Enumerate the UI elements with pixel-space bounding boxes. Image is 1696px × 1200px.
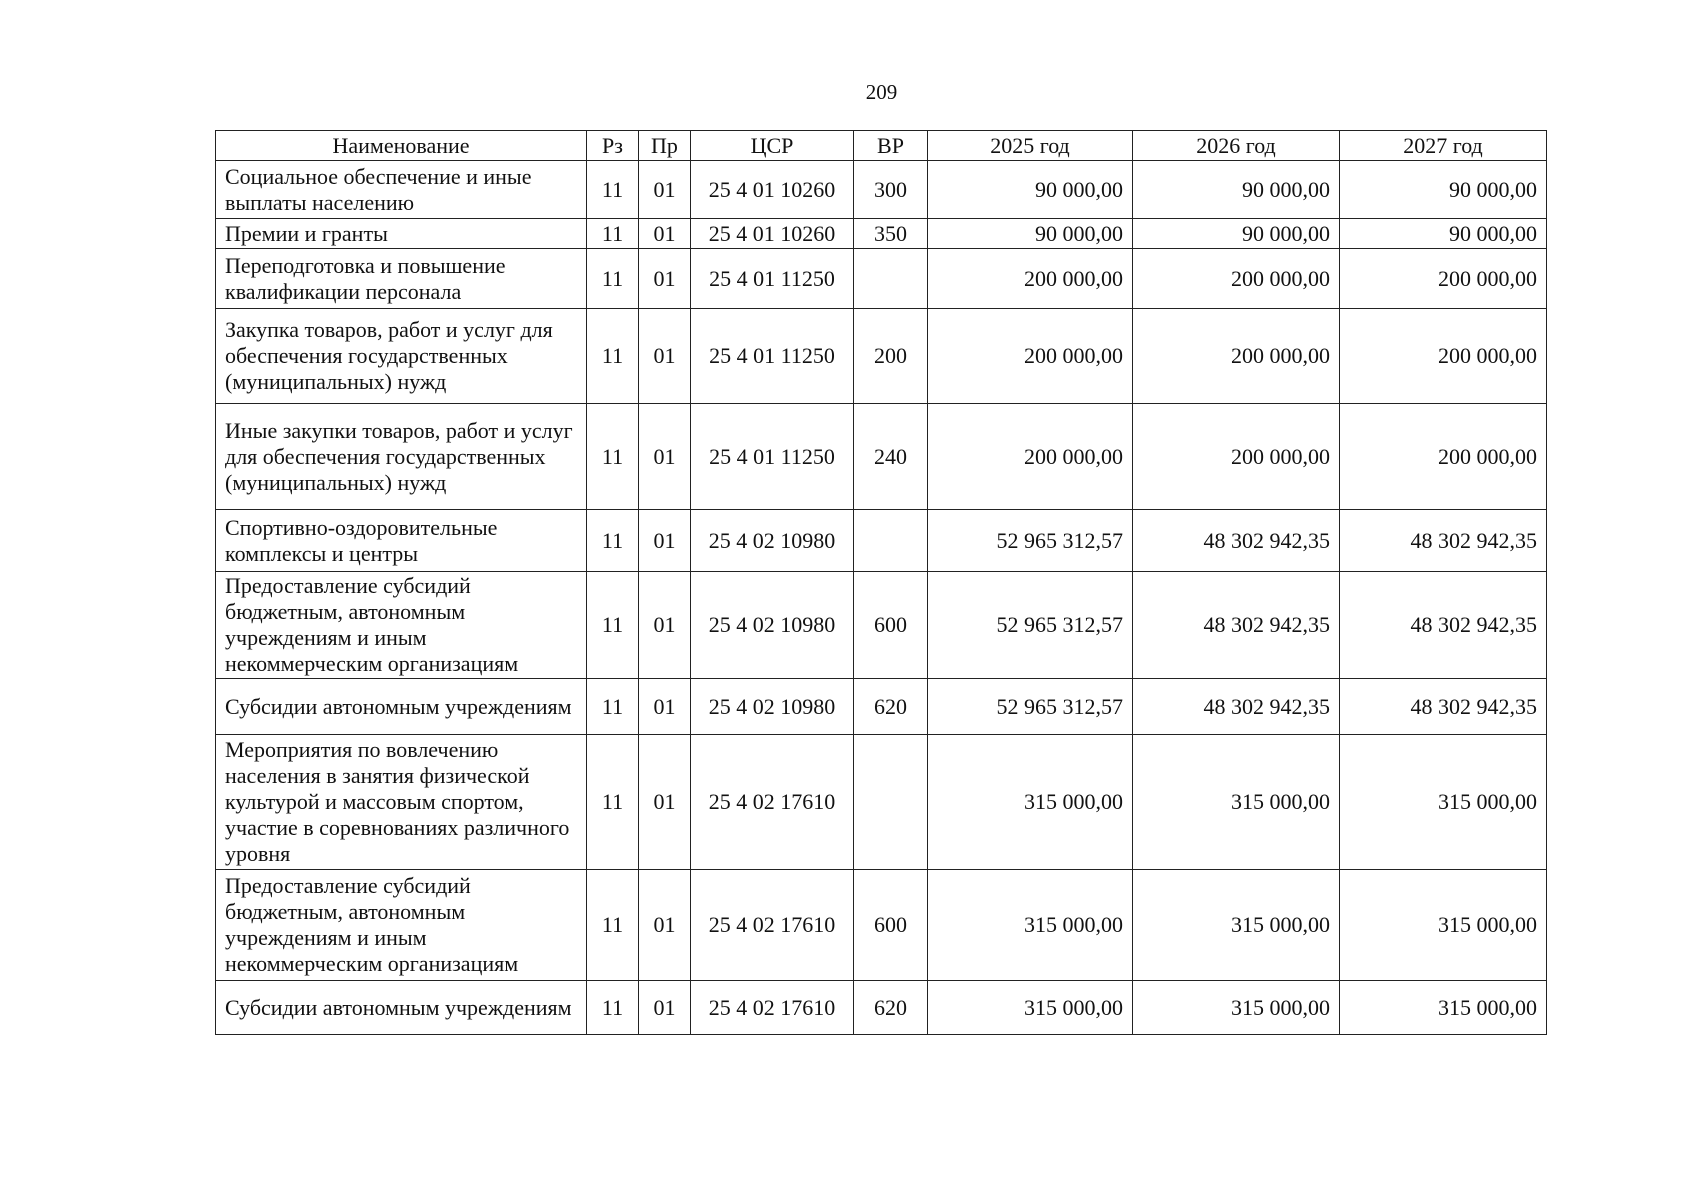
row-rz: 11 — [587, 249, 639, 309]
row-csr: 25 4 01 11250 — [691, 404, 854, 510]
row-2025: 200 000,00 — [928, 309, 1133, 404]
table-row — [216, 309, 1547, 404]
row-2027: 90 000,00 — [1340, 161, 1547, 219]
header-csr: ЦСР — [691, 131, 854, 161]
row-pr: 01 — [639, 572, 691, 679]
row-2026: 48 302 942,35 — [1133, 510, 1340, 572]
header-vr: ВР — [854, 131, 928, 161]
table-row — [216, 219, 1547, 249]
row-name: Переподготовка и повышение квалификации персонала — [216, 249, 587, 309]
row-csr: 25 4 01 11250 — [691, 249, 854, 309]
row-2027: 200 000,00 — [1340, 309, 1547, 404]
table-row — [216, 249, 1547, 309]
row-vr: 240 — [854, 404, 928, 510]
row-2027: 315 000,00 — [1340, 981, 1547, 1035]
row-vr: 620 — [854, 981, 928, 1035]
row-vr: 600 — [854, 572, 928, 679]
row-2025: 315 000,00 — [928, 735, 1133, 870]
table-row — [216, 870, 1547, 981]
row-2026: 90 000,00 — [1133, 161, 1340, 219]
row-name: Предоставление субсидий бюджетным, автономным учреждениям и иным некоммерческим организациям — [216, 870, 587, 981]
table-body — [216, 161, 1547, 1035]
row-rz: 11 — [587, 572, 639, 679]
row-name: Социальное обеспечение и иные выплаты населению — [216, 161, 587, 219]
row-2025: 200 000,00 — [928, 404, 1133, 510]
row-2026: 315 000,00 — [1133, 735, 1340, 870]
row-csr: 25 4 02 17610 — [691, 981, 854, 1035]
table-header — [216, 131, 1547, 161]
header-pr: Пр — [639, 131, 691, 161]
table-row — [216, 981, 1547, 1035]
row-csr: 25 4 01 10260 — [691, 219, 854, 249]
row-csr: 25 4 02 10980 — [691, 572, 854, 679]
row-2026: 200 000,00 — [1133, 249, 1340, 309]
row-rz: 11 — [587, 309, 639, 404]
row-name: Премии и гранты — [216, 219, 587, 249]
page-number: 209 — [865, 80, 898, 104]
row-2027: 48 302 942,35 — [1340, 572, 1547, 679]
table-row — [216, 735, 1547, 870]
row-name: Спортивно-оздоровительные комплексы и центры — [216, 510, 587, 572]
row-2025: 315 000,00 — [928, 981, 1133, 1035]
row-pr: 01 — [639, 735, 691, 870]
table-row — [216, 572, 1547, 679]
header-2025: 2025 год — [928, 131, 1133, 161]
row-pr: 01 — [639, 870, 691, 981]
row-2027: 200 000,00 — [1340, 404, 1547, 510]
row-pr: 01 — [639, 249, 691, 309]
row-rz: 11 — [587, 735, 639, 870]
row-vr: 620 — [854, 679, 928, 735]
row-name: Мероприятия по вовлечению населения в занятия физической культурой и массовым спортом, участие в соревнованиях различного уровня — [216, 735, 587, 870]
row-2027: 48 302 942,35 — [1340, 679, 1547, 735]
row-name: Предоставление субсидий бюджетным, автономным учреждениям и иным некоммерческим организациям — [216, 572, 587, 679]
row-rz: 11 — [587, 161, 639, 219]
row-vr — [854, 510, 928, 572]
row-rz: 11 — [587, 870, 639, 981]
header-row — [216, 131, 1547, 161]
row-2026: 315 000,00 — [1133, 870, 1340, 981]
row-rz: 11 — [587, 219, 639, 249]
row-2027: 315 000,00 — [1340, 870, 1547, 981]
row-name: Закупка товаров, работ и услуг для обеспечения государственных (муниципальных) нужд — [216, 309, 587, 404]
header-name: Наименование — [216, 131, 587, 161]
row-vr: 600 — [854, 870, 928, 981]
row-pr: 01 — [639, 679, 691, 735]
table-row — [216, 404, 1547, 510]
header-2026: 2026 год — [1133, 131, 1340, 161]
row-vr — [854, 735, 928, 870]
table-row — [216, 510, 1547, 572]
row-2027: 200 000,00 — [1340, 249, 1547, 309]
row-2027: 90 000,00 — [1340, 219, 1547, 249]
row-csr: 25 4 02 10980 — [691, 510, 854, 572]
row-2025: 52 965 312,57 — [928, 510, 1133, 572]
row-pr: 01 — [639, 309, 691, 404]
row-2026: 315 000,00 — [1133, 981, 1340, 1035]
row-2025: 52 965 312,57 — [928, 679, 1133, 735]
row-2026: 90 000,00 — [1133, 219, 1340, 249]
row-pr: 01 — [639, 161, 691, 219]
row-2025: 200 000,00 — [928, 249, 1133, 309]
row-vr: 300 — [854, 161, 928, 219]
row-2027: 48 302 942,35 — [1340, 510, 1547, 572]
row-2026: 48 302 942,35 — [1133, 572, 1340, 679]
row-rz: 11 — [587, 404, 639, 510]
row-vr — [854, 249, 928, 309]
row-name: Иные закупки товаров, работ и услуг для обеспечения государственных (муниципальных) нужд — [216, 404, 587, 510]
row-pr: 01 — [639, 510, 691, 572]
row-rz: 11 — [587, 510, 639, 572]
row-pr: 01 — [639, 981, 691, 1035]
row-pr: 01 — [639, 404, 691, 510]
row-2026: 48 302 942,35 — [1133, 679, 1340, 735]
row-2027: 315 000,00 — [1340, 735, 1547, 870]
row-csr: 25 4 01 10260 — [691, 161, 854, 219]
budget-table — [215, 130, 1547, 1035]
row-rz: 11 — [587, 679, 639, 735]
row-vr: 200 — [854, 309, 928, 404]
table-row — [216, 679, 1547, 735]
row-pr: 01 — [639, 219, 691, 249]
row-2025: 52 965 312,57 — [928, 572, 1133, 679]
row-csr: 25 4 02 10980 — [691, 679, 854, 735]
header-rz: Рз — [587, 131, 639, 161]
row-rz: 11 — [587, 981, 639, 1035]
row-csr: 25 4 02 17610 — [691, 735, 854, 870]
row-2025: 315 000,00 — [928, 870, 1133, 981]
row-2026: 200 000,00 — [1133, 404, 1340, 510]
row-2025: 90 000,00 — [928, 219, 1133, 249]
row-csr: 25 4 02 17610 — [691, 870, 854, 981]
row-vr: 350 — [854, 219, 928, 249]
table-row — [216, 161, 1547, 219]
row-name: Субсидии автономным учреждениям — [216, 981, 587, 1035]
row-2026: 200 000,00 — [1133, 309, 1340, 404]
row-name: Субсидии автономным учреждениям — [216, 679, 587, 735]
row-2025: 90 000,00 — [928, 161, 1133, 219]
row-csr: 25 4 01 11250 — [691, 309, 854, 404]
header-2027: 2027 год — [1340, 131, 1547, 161]
